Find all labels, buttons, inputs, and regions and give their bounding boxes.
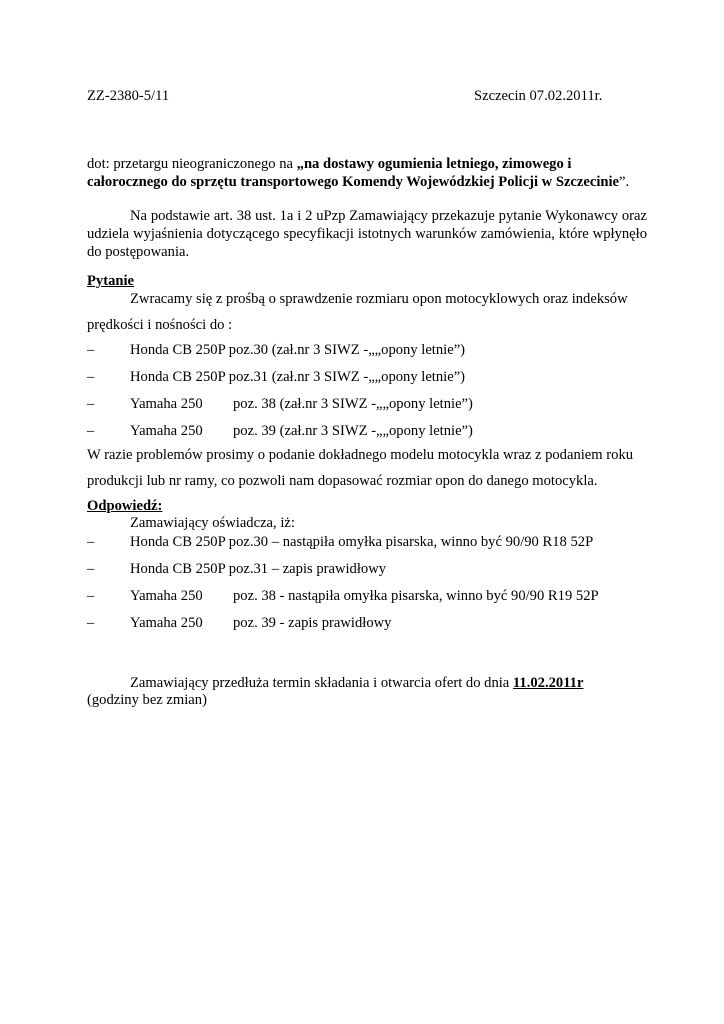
item-model: Yamaha 250 (130, 615, 203, 631)
reference-number: ZZ-2380-5/11 (87, 88, 170, 104)
place-date: Szczecin 07.02.2011r. (474, 88, 603, 104)
question-after-2: produkcji lub nr ramy, co pozwoli nam dopasować rozmiar opon do danego motocykla. (87, 473, 598, 489)
extension-line (130, 675, 583, 692)
dash-bullet: – (87, 396, 95, 412)
subject-prefix: dot: przetargu nieograniczonego na (87, 156, 297, 172)
dash-bullet: – (87, 561, 95, 577)
item-model: Yamaha 250 (130, 423, 203, 439)
item-text: Honda CB 250P poz.30 (zał.nr 3 SIWZ -„„opony letnie”) (130, 342, 466, 358)
dash-bullet: – (87, 342, 95, 358)
item-text: Honda CB 250P poz.31 (zał.nr 3 SIWZ -„„opony letnie”) (130, 369, 466, 385)
dash-bullet: – (87, 588, 95, 604)
extension-text: Zamawiający przedłuża termin składania i otwarcia ofert do dnia (130, 675, 513, 691)
item-position: poz. 39 (zał.nr 3 SIWZ -„„opony letnie”) (233, 423, 473, 439)
item-text: Honda CB 250P poz.30 – nastąpiła omyłka pisarska, winno być 90/90 R18 52P (130, 534, 594, 550)
item-model: Yamaha 250 (130, 588, 203, 604)
item-position: poz. 38 - nastąpiła omyłka pisarska, winno być 90/90 R19 52P (233, 588, 599, 604)
dash-bullet: – (87, 534, 95, 550)
dash-bullet: – (87, 615, 95, 631)
question-heading: Pytanie (87, 273, 135, 289)
extension-note: (godziny bez zmian) (87, 692, 207, 708)
dash-bullet: – (87, 369, 95, 385)
item-position: poz. 39 - zapis prawidłowy (233, 615, 392, 631)
extension-date: 11.02.2011r (512, 675, 584, 691)
question-line-2: prędkości i nośności do : (87, 317, 233, 333)
subject-title: „na dostawy ogumienia letniego, zimowego i całorocznego do sprzętu transportowego Komendy Wojewódzkiej Policji w Szczecinie (87, 156, 620, 190)
intro-paragraph: Na podstawie art. 38 ust. 1a i 2 uPzp Zamawiający przekazuje pytanie Wykonawcy oraz udziela wyjaśnienia dotyczącego specyfikacji istotnych warunków zamówienia, które wpłynęło do postępowania. (87, 208, 647, 260)
question-line-1: Zwracamy się z prośbą o sprawdzenie rozmiaru opon motocyklowych oraz indeksów (130, 291, 628, 307)
question-after-1: W razie problemów prosimy o podanie dokładnego modelu motocykla wraz z podaniem roku (87, 447, 634, 463)
answer-heading: Odpowiedź: (87, 498, 163, 514)
answer-line-1: Zamawiający oświadcza, iż: (130, 515, 295, 531)
item-model: Yamaha 250 (130, 396, 203, 412)
item-position: poz. 38 (zał.nr 3 SIWZ -„„opony letnie”) (233, 396, 473, 412)
item-text: Honda CB 250P poz.31 – zapis prawidłowy (130, 561, 387, 577)
dash-bullet: – (87, 423, 95, 439)
subject-suffix: ”. (619, 174, 630, 190)
subject-line (87, 155, 647, 191)
